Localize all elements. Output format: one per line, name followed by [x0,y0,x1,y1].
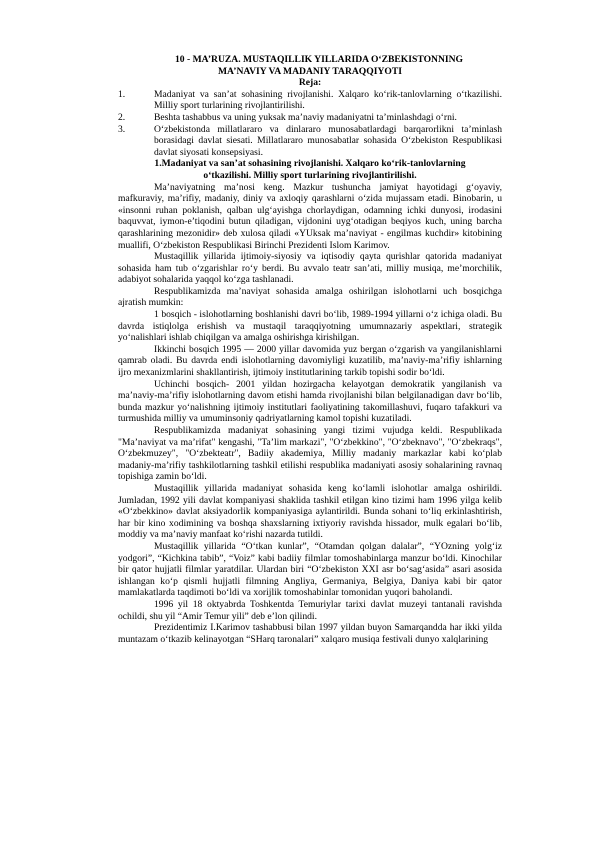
plan-item-text: Madaniyat va san’at sohasining rivojlanishi. Xalqaro ko‘rik-tanlovlarning o‘tkazilishi. Milliy sport turlarining rivojlantirilishi. [154,88,502,112]
lecture-title-line-1: 10 - MA’RUZA. MUSTAQILLIK YILLARIDA O‘ZBEKISTONNING [174,54,464,65]
body-paragraph: Ikkinchi bosqich 1995 — 2000 yillar davomida yuz bergan o‘zgarish va yangilanishlarni qamrab oladi. Bu davrda endi islohotlarning davomiyligi kuzatilib, ma’naviy-ma’rifiy ishlarning ijro mexanizmlarini shakllantirish, ijtimoiy institutlarining tarkib topishi sodir bo‘ldi. [118,343,502,379]
body-paragraph: Uchinchi bosqich- 2001 yildan hozirgacha kelayotgan demokratik yangilanish va ma’naviy-ma’rifiy islohotlarning davom etishi hamda rivojlanishi bilan belgilanadigan davr bo‘lib, bunda mazkur yo‘nalishning ijtimoiy institutlari faoliyatining takomillashuvi, fuqaro tafakkuri va turmushida milliy va umuminsoniy qadriyatlarning kamol topishi kuzatiladi. [118,378,502,425]
body-paragraph: Mustaqillik yillarida ijtimoiy-siyosiy va iqtisodiy qayta qurishlar qatorida madaniyat sohasida ham tub o‘zgarishlar ro‘y berdi. Bu avvalo teatr san’ati, milliy musiqa, me’morchilik, adabiyot sohalarida yaqqol ko‘zga tashlanadi. [118,251,502,286]
plan-list [118,89,502,159]
body-paragraph: Ma’naviyatning ma’nosi keng. Mazkur tushuncha jamiyat hayotidagi g‘oyaviy, mafkuraviy, ma’rifiy, madaniy, diniy va axloqiy qarashlarni o‘zida mujassam etadi. Binobarin, u «insonni ruhan poklanish, qalban ulg‘ayishga chorlaydigan, odamning ichki dunyosi, irodasini baquvvat, iymon-e’tiqodini butun qiladigan, vijdonini uyg‘otadigan beqiyos kuch, uning barcha qarashlarining mezonidir» deb xulosa qiladi «YUksak ma’naviyat - engilmas kuchdir» kitobining muallifi, O‘zbekiston Respublikasi Birinchi Prezidenti Islom Karimov. [118,181,502,251]
plan-item-text: Beshta tashabbus va uning yuksak ma’naviy madaniyatni ta’minlashdagi o‘rni. [154,111,457,123]
body-paragraph: 1 bosqich - islohotlarning boshlanishi davri bo‘lib, 1989-1994 yillarni o‘z ichiga oladi. Bu davrda istiqlolga erishish va mustaqil taraqqiyotning umumnazariy aspektlari, strategik yo‘nalishlari ishlab chiqilgan va amalga oshirishga kirishilgan. [118,309,502,344]
section-heading-line-2: o‘tkazilishi. Milliy sport turlarining rivojlantirilishi. [203,169,417,181]
body-paragraph: Mustaqillik yillarida “O‘tkan kunlar”, “Otamdan qolgan dalalar”, “YOzning yolg‘iz yodgori”, “Kichkina tabib”, “Voiz” kabi badiiy filmlar tomoshabinlarga manzur bo‘ldi. Kinochilar bir qator hujjatli filmlar yaratdilar. Ulardan biri “O‘zbekiston XXI asr bo‘sag‘asida” asari asosida ishlangan ko‘p qismli hujjatli filmning Angliya, Germaniya, Belgiya, Daniya kabi bir qator mamlakatlarda taqdimoti bo‘ldi va xorijlik tomoshabinlar tomonidan yuqori baholandi. [118,540,502,599]
plan-item [118,124,502,159]
document-page [118,54,502,645]
plan-item-text: O‘zbekistonda millatlararo va dinlararo munosabatlardagi barqarorlikni ta’minlash borasidagi davlat siesati. Millatlararo munosabatlar sohasida O‘zbekiston Respublikasi davlat siyosati konsepsiyasi. [154,123,502,158]
body-paragraph: Respublikamizda madaniyat sohasining yangi tizimi vujudga keldi. Respublikada "Ma’naviyat va ma’rifat" kengashi, "Ta’lim markazi", "O‘zbekkino", "O‘zbeknavo", "O‘zbekraqs", O‘zbekmuzey", "O‘zbekteatr", Badiiy akademiya, Milliy madaniy markazlar kabi ko‘plab madaniy-ma’rifiy tashkilotlarning tashkil etilishi respublika madaniyati asosiy sohalarining ravnaq topishiga zamin bo‘ldi. [118,425,502,483]
lecture-title-line-2: MA’NAVIY VA MADANIY TARAQQIYOTI [218,65,402,77]
plan-item-number: 2. [118,111,126,123]
plan-item-number: 3. [118,123,126,135]
body-paragraph: Prezidentimiz I.Karimov tashabbusi bilan 1997 yildan buyon Samarqandda har ikki yilda muntazam o‘tkazib kelinayotgan “SHarq taronalari” xalqaro musiqa festivali dunyo xalqlarining [118,622,502,645]
plan-item-number: 1. [118,88,126,100]
body-paragraph: 1996 yil 18 oktyabrda Toshkentda Temuriylar tarixi davlat muzeyi tantanali ravishda ochildi, shu yil “Amir Temur yili” deb e’lon qilindi. [118,598,502,622]
body-paragraph: Mustaqillik yillarida madaniyat sohasida keng ko‘lamli islohotlar amalga oshirildi. Jumladan, 1992 yili davlat kompaniyasi shaklida tashkil etilgan kino tizimi ham 1996 yilga kelib «O‘zbekkino» davlat aksiyadorlik kompaniyasiga aylantirildi. Bunda sohani to‘liq erkinlashtirish, har bir kino xodimining va boshqa shaxslarning ixtiyoriy ravishda hissador, mulk egalari bo‘lib, moddiy va ma’naviy manfaat ko‘rishi nazarda tutildi. [118,482,502,541]
plan-label: Reja: [298,77,322,89]
section-heading-line-1: 1.Madaniyat va san’at sohasining rivojlanishi. Xalqaro ko‘rik-tanlovlarning [154,158,466,170]
plan-item [118,89,502,112]
body-paragraph: Respublikamizda ma’naviyat sohasida amalga oshirilgan islohotlarni uch bosqichga ajratish mumkin: [118,285,502,309]
plan-item [118,112,502,124]
